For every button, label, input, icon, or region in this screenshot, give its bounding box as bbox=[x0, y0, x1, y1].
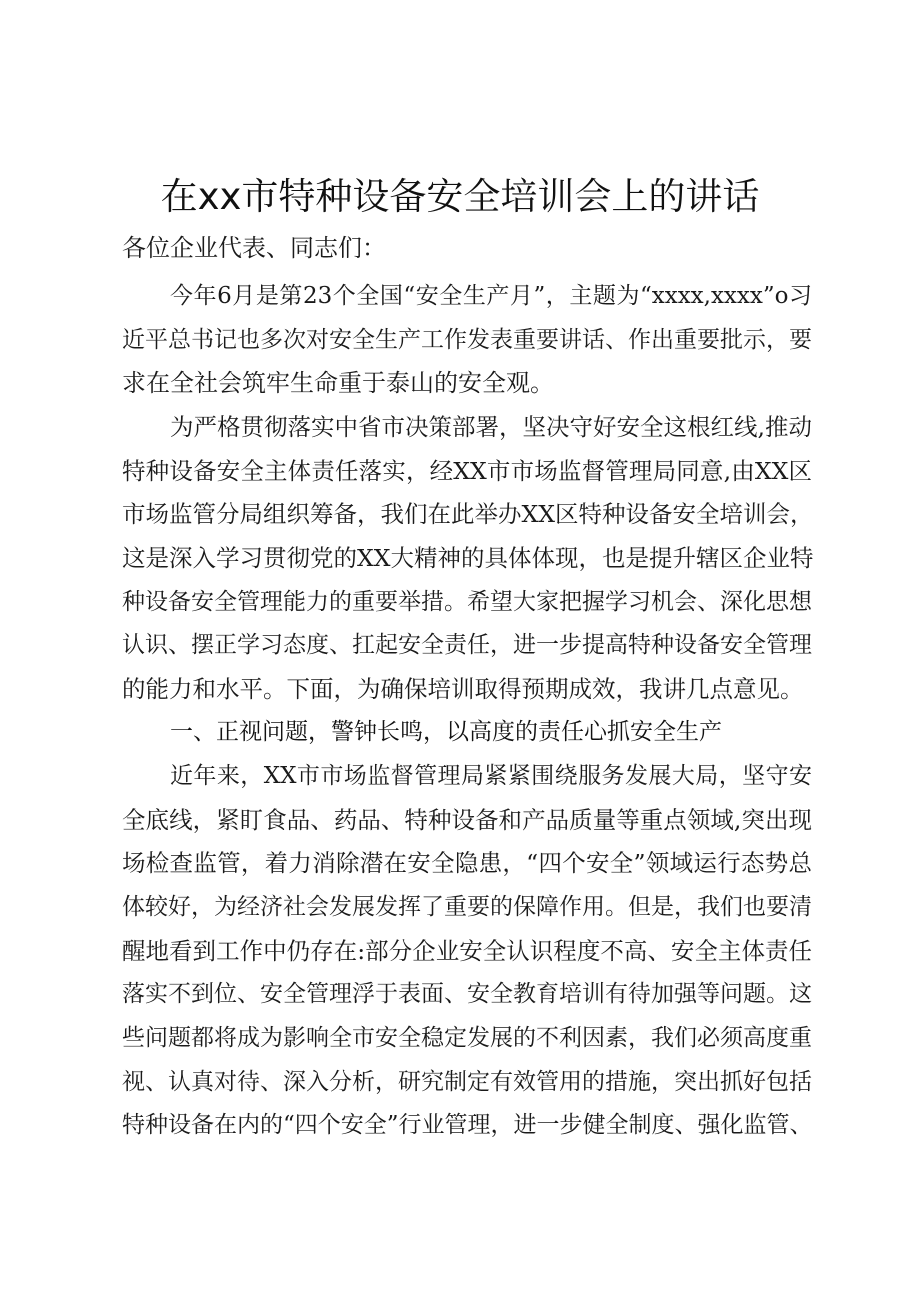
paragraph-2-line-2: 特种设备安全主体责任落实，经XX市市场监督管理局同意,由XX区 bbox=[122, 457, 812, 485]
paragraph-3-line-4: 体较好，为经济社会发展发挥了重要的保障作用。但是，我们也要清 bbox=[122, 894, 812, 920]
paragraph-2-line-6: 认识、摆正学习态度、扛起安全责任，进一步提高特种设备安全管理 bbox=[122, 632, 812, 658]
section-1-heading: 一、正视问题，警钟长鸣，以高度的责任心抓安全生产 bbox=[170, 719, 722, 745]
paragraph-3-line-6: 落实不到位、安全管理浮于表面、安全教育培训有待加强等问题。这 bbox=[122, 981, 812, 1007]
document-title: 在xx市特种设备安全培训会上的讲话 bbox=[160, 175, 760, 218]
salutation: 各位企业代表、同志们： bbox=[122, 234, 386, 262]
paragraph-1-line-1: 今年6月是第23个全国“安全生产月”，主题为“xxxx,xxxx”o习 bbox=[170, 283, 812, 309]
paragraph-2-line-5: 种设备安全管理能力的重要举措。希望大家把握学习机会、深化思想 bbox=[122, 589, 812, 615]
paragraph-1-line-3: 求在全社会筑牢生命重于泰山的安全观。 bbox=[122, 369, 554, 397]
paragraph-3-line-1: 近年来，XX市市场监督管理局紧紧围绕服务发展大局，坚守安 bbox=[170, 763, 812, 789]
paragraph-2-line-4: 这是深入学习贯彻党的XX大精神的具体体现，也是提升辖区企业特 bbox=[122, 544, 814, 572]
paragraph-2-line-1: 为严格贯彻落实中省市决策部署，坚决守好安全这根红线,推动 bbox=[170, 413, 812, 441]
paragraph-1-line-2: 近平总书记也多次对安全生产工作发表重要讲话、作出重要批示，要 bbox=[122, 327, 812, 353]
paragraph-3-line-3: 场检查监管，着力消除潜在安全隐患，“四个安全”领域运行态势总 bbox=[122, 849, 812, 877]
paragraph-3-line-7: 些问题都将成为影响全市安全稳定发展的不利因素，我们必须高度重 bbox=[122, 1025, 812, 1051]
paragraph-2-line-7: 的能力和水平。下面，为确保培训取得预期成效，我讲几点意见。 bbox=[122, 675, 804, 703]
paragraph-3-line-8: 视、认真对待、深入分析，研究制定有效管用的措施，突出抓好包括 bbox=[122, 1069, 812, 1095]
paragraph-3-line-9: 特种设备在内的“四个安全”行业管理，进一步健全制度、强化监管、 bbox=[122, 1112, 813, 1138]
paragraph-3-line-5: 醒地看到工作中仍存在:部分企业安全认识程度不高、安全主体责任 bbox=[122, 937, 812, 965]
paragraph-3-line-2: 全底线，紧盯食品、药品、特种设备和产品质量等重点领域,突出现 bbox=[122, 806, 812, 834]
paragraph-2-line-3: 市场监管分局组织筹备，我们在此举办XX区特种设备安全培训会， bbox=[122, 500, 814, 528]
